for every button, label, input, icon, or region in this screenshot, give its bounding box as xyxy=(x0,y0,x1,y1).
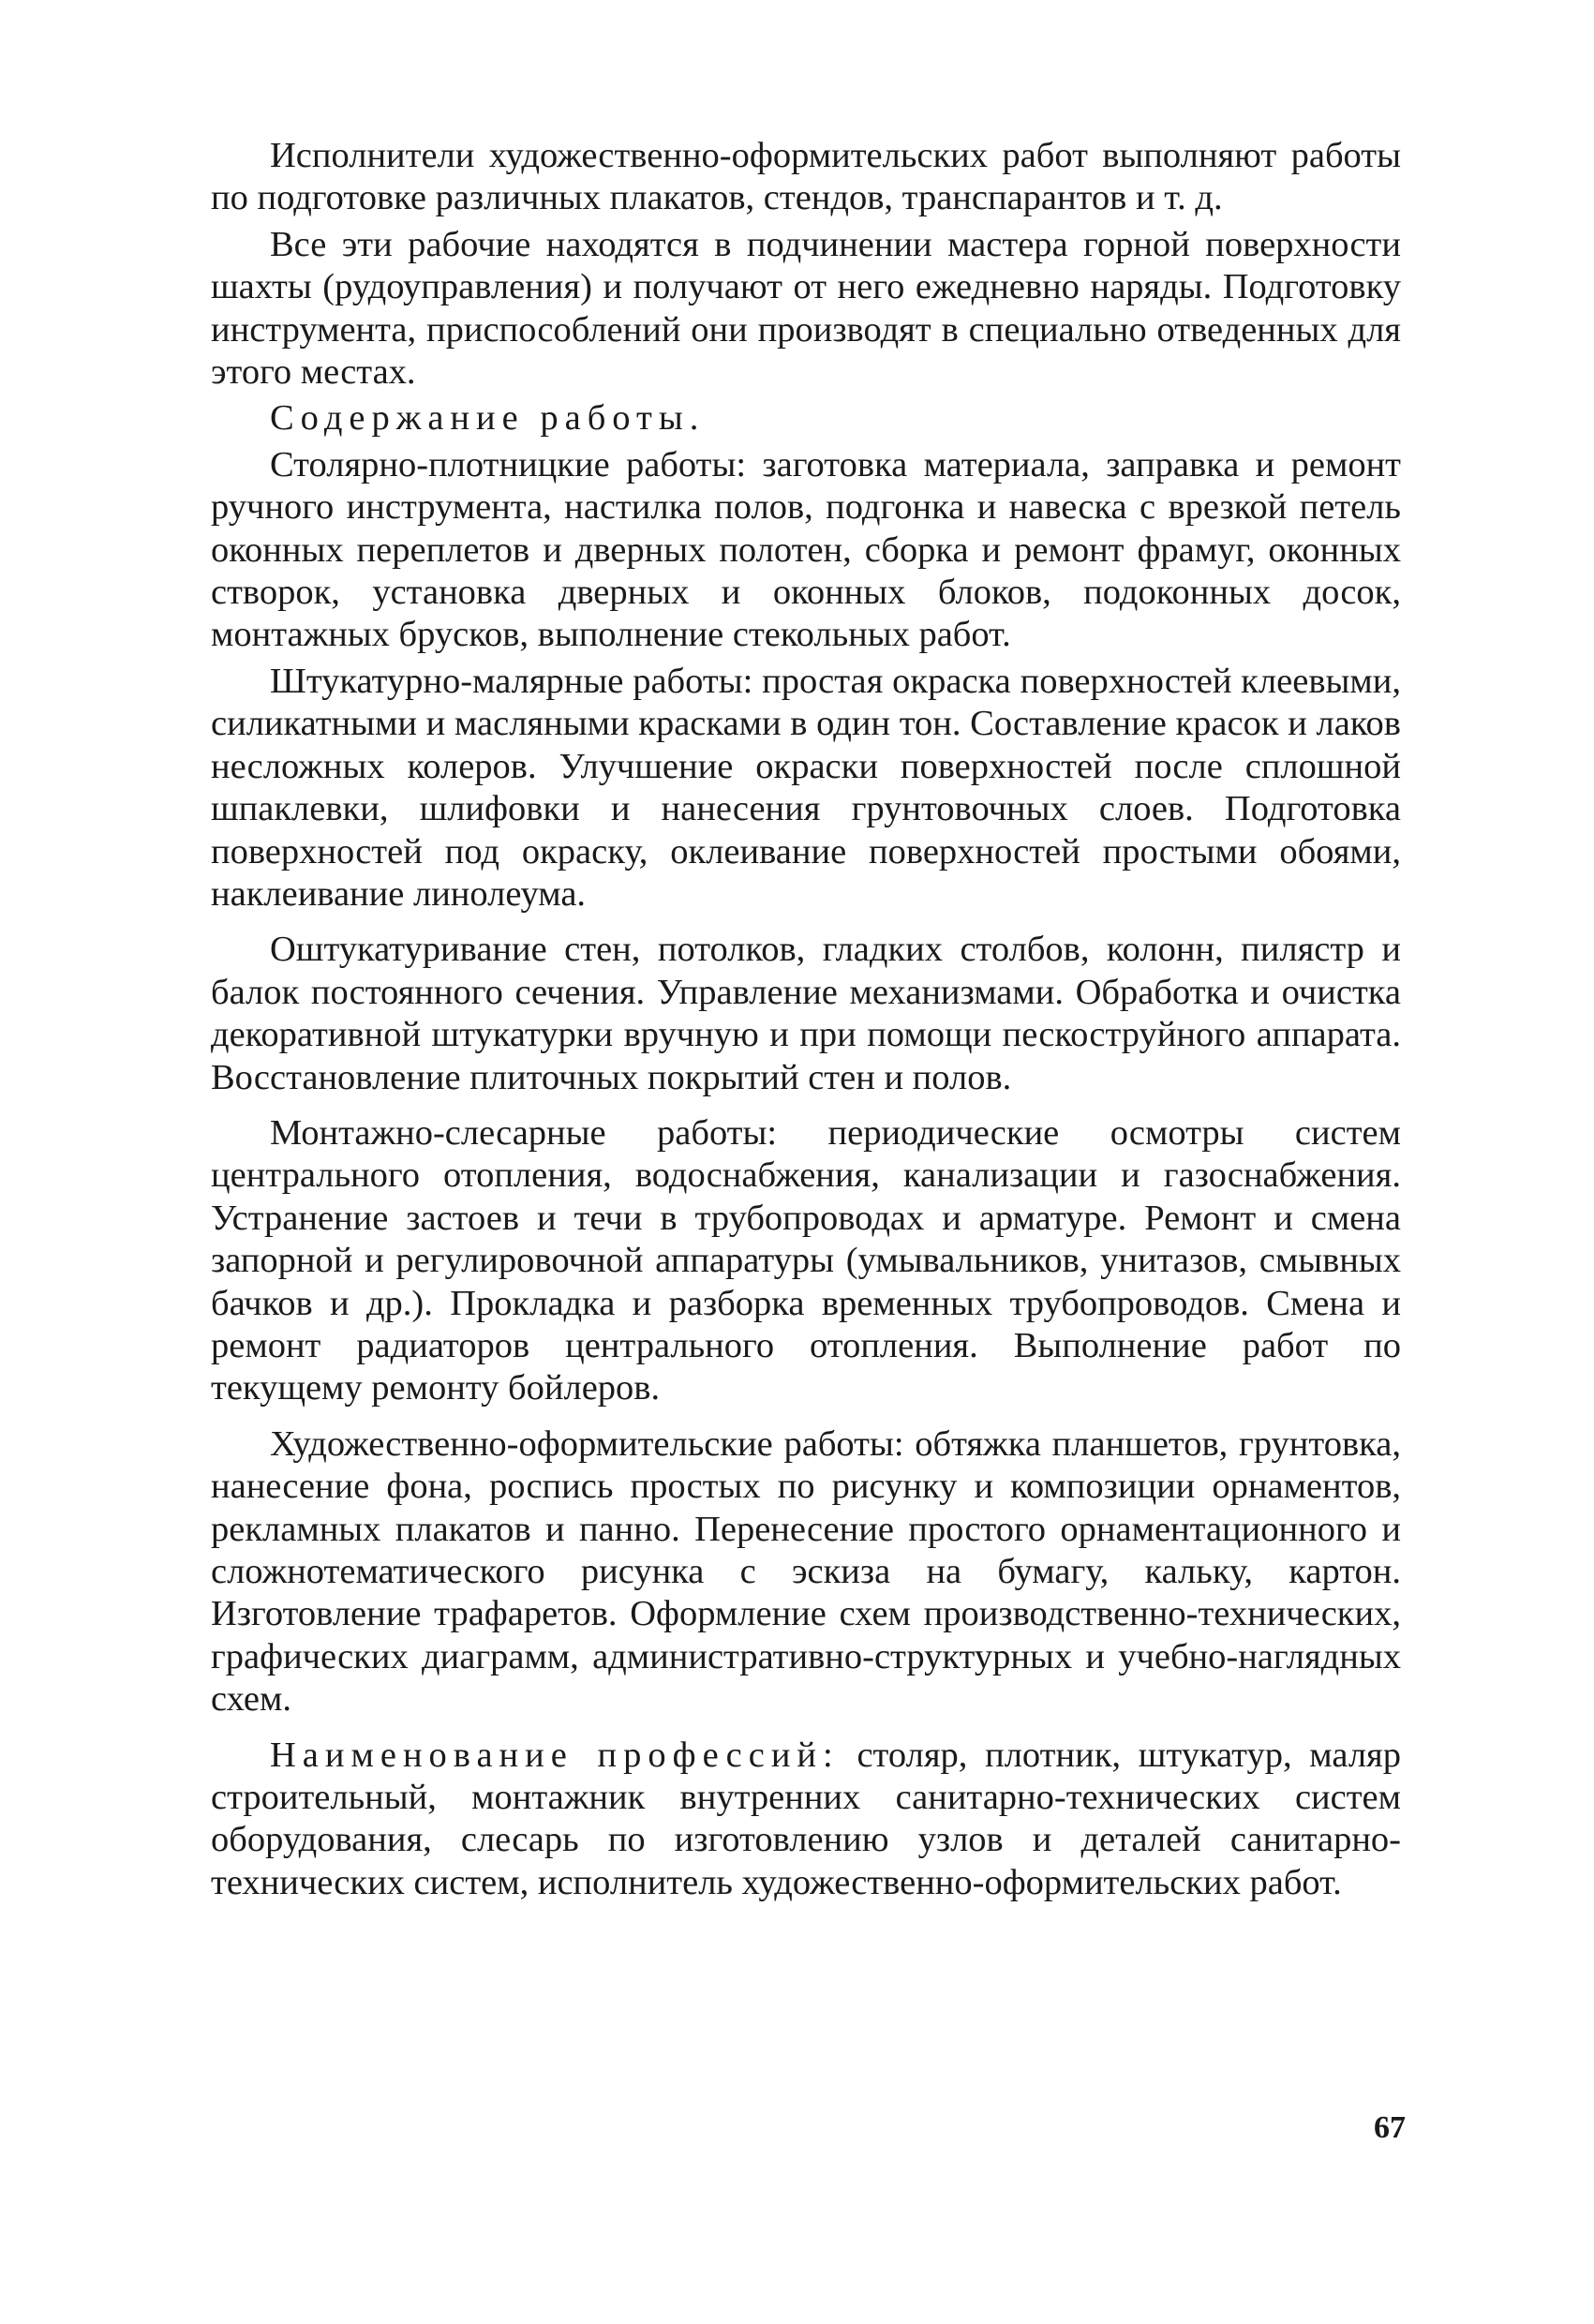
paragraph-text: Исполнители художественно-оформительских работ выполняют работы по подготовке различных плакатов, стендов, транспарантов и т. д. xyxy=(211,136,1401,218)
paragraph-text: Монтажно-слесарные работы: периодические осмотры систем центрального отопления, водоснабжения, канализации и газоснабжения. Устранение застоев и течи в трубопроводах и арматуре. Ремонт и смена запорной и регулировочной аппаратуры (умывальников, унитазов, смывных бачков и др.). Прокладка и разборка временных трубопроводов. Смена и ремонт радиаторов центрального отопления. Выполнение работ по текущему ремонту бойлеров. xyxy=(211,1112,1401,1408)
paragraph-text: Штукатурно-малярные работы: простая окраска поверхностей клеевыми, силикатными и масляными красками в один тон. Составление красок и лаков несложных колеров. Улучшение окраски поверхностей после сплошной шпаклевки, шлифовки и нанесения грунтовочных слоев. Подготовка поверхностей под окраску, оклеивание поверхностей простыми обоями, наклеивание линолеума. xyxy=(211,661,1401,914)
paragraph-text: Художественно-оформительские работы: обтяжка планшетов, грунтовка, нанесение фона, роспись простых по рисунку и композиции орнаментов, рекламных плакатов и панно. Перенесение простого орнаментационного и сложнотематического рисунка с эскиза на бумагу, кальку, картон. Изготовление трафаретов. Оформление схем производственно-технических, графических диаграмм, административно-структурных и учебно-наглядных схем. xyxy=(211,1423,1401,1720)
paragraph-subordination xyxy=(211,224,1401,395)
section-heading-work-content xyxy=(211,397,1401,439)
body-text xyxy=(211,135,1401,1908)
paragraph-plastering-walls xyxy=(211,929,1401,1099)
paragraph-plastering-painting xyxy=(211,661,1401,916)
paragraph-text: Оштукатуривание стен, потолков, гладких столбов, колонн, пилястр и балок постоянного сечения. Управление механизмами. Обработка и очистка декоративной штукатурки вручную и при помощи пескоструйного аппарата. Восстановление плиточных покрытий стен и полов. xyxy=(211,930,1401,1097)
paragraph-carpentry xyxy=(211,444,1401,657)
paragraph-artistic-design xyxy=(211,1423,1401,1721)
paragraph-text: Все эти рабочие находятся в подчинении мастера горной поверхности шахты (рудоуправления) и получают от него ежедневно наряды. Подготовку инструмента, приспособлений они производят в специально отведенных для этого местах. xyxy=(211,224,1401,393)
paragraph-text: Столярно-плотницкие работы: заготовка материала, заправка и ремонт ручного инструмента, настилка полов, подгонка и навеска с врезкой петель оконных переплетов и дверных полотен, сборка и ремонт фрамуг, оконных створок, установка дверных и оконных блоков, подоконных досок, монтажных брусков, выполнение стекольных работ. xyxy=(211,444,1401,655)
paragraph-text: столяр, плотник, штукатур, маляр строительный, монтажник внутренних санитарно-технических систем оборудования, слесарь по изготовлению узлов и деталей санитарно-технических систем, исполнитель художественно-оформительских работ. xyxy=(211,1735,1402,1902)
spaced-heading: Наименование профессий: xyxy=(270,1735,840,1775)
spaced-heading: Содержание работы. xyxy=(270,398,706,439)
paragraph-plumbing xyxy=(211,1112,1401,1410)
paragraph-profession-names xyxy=(211,1735,1401,1905)
page-number: 67 xyxy=(1374,2110,1406,2145)
paragraph-performers xyxy=(211,135,1401,220)
